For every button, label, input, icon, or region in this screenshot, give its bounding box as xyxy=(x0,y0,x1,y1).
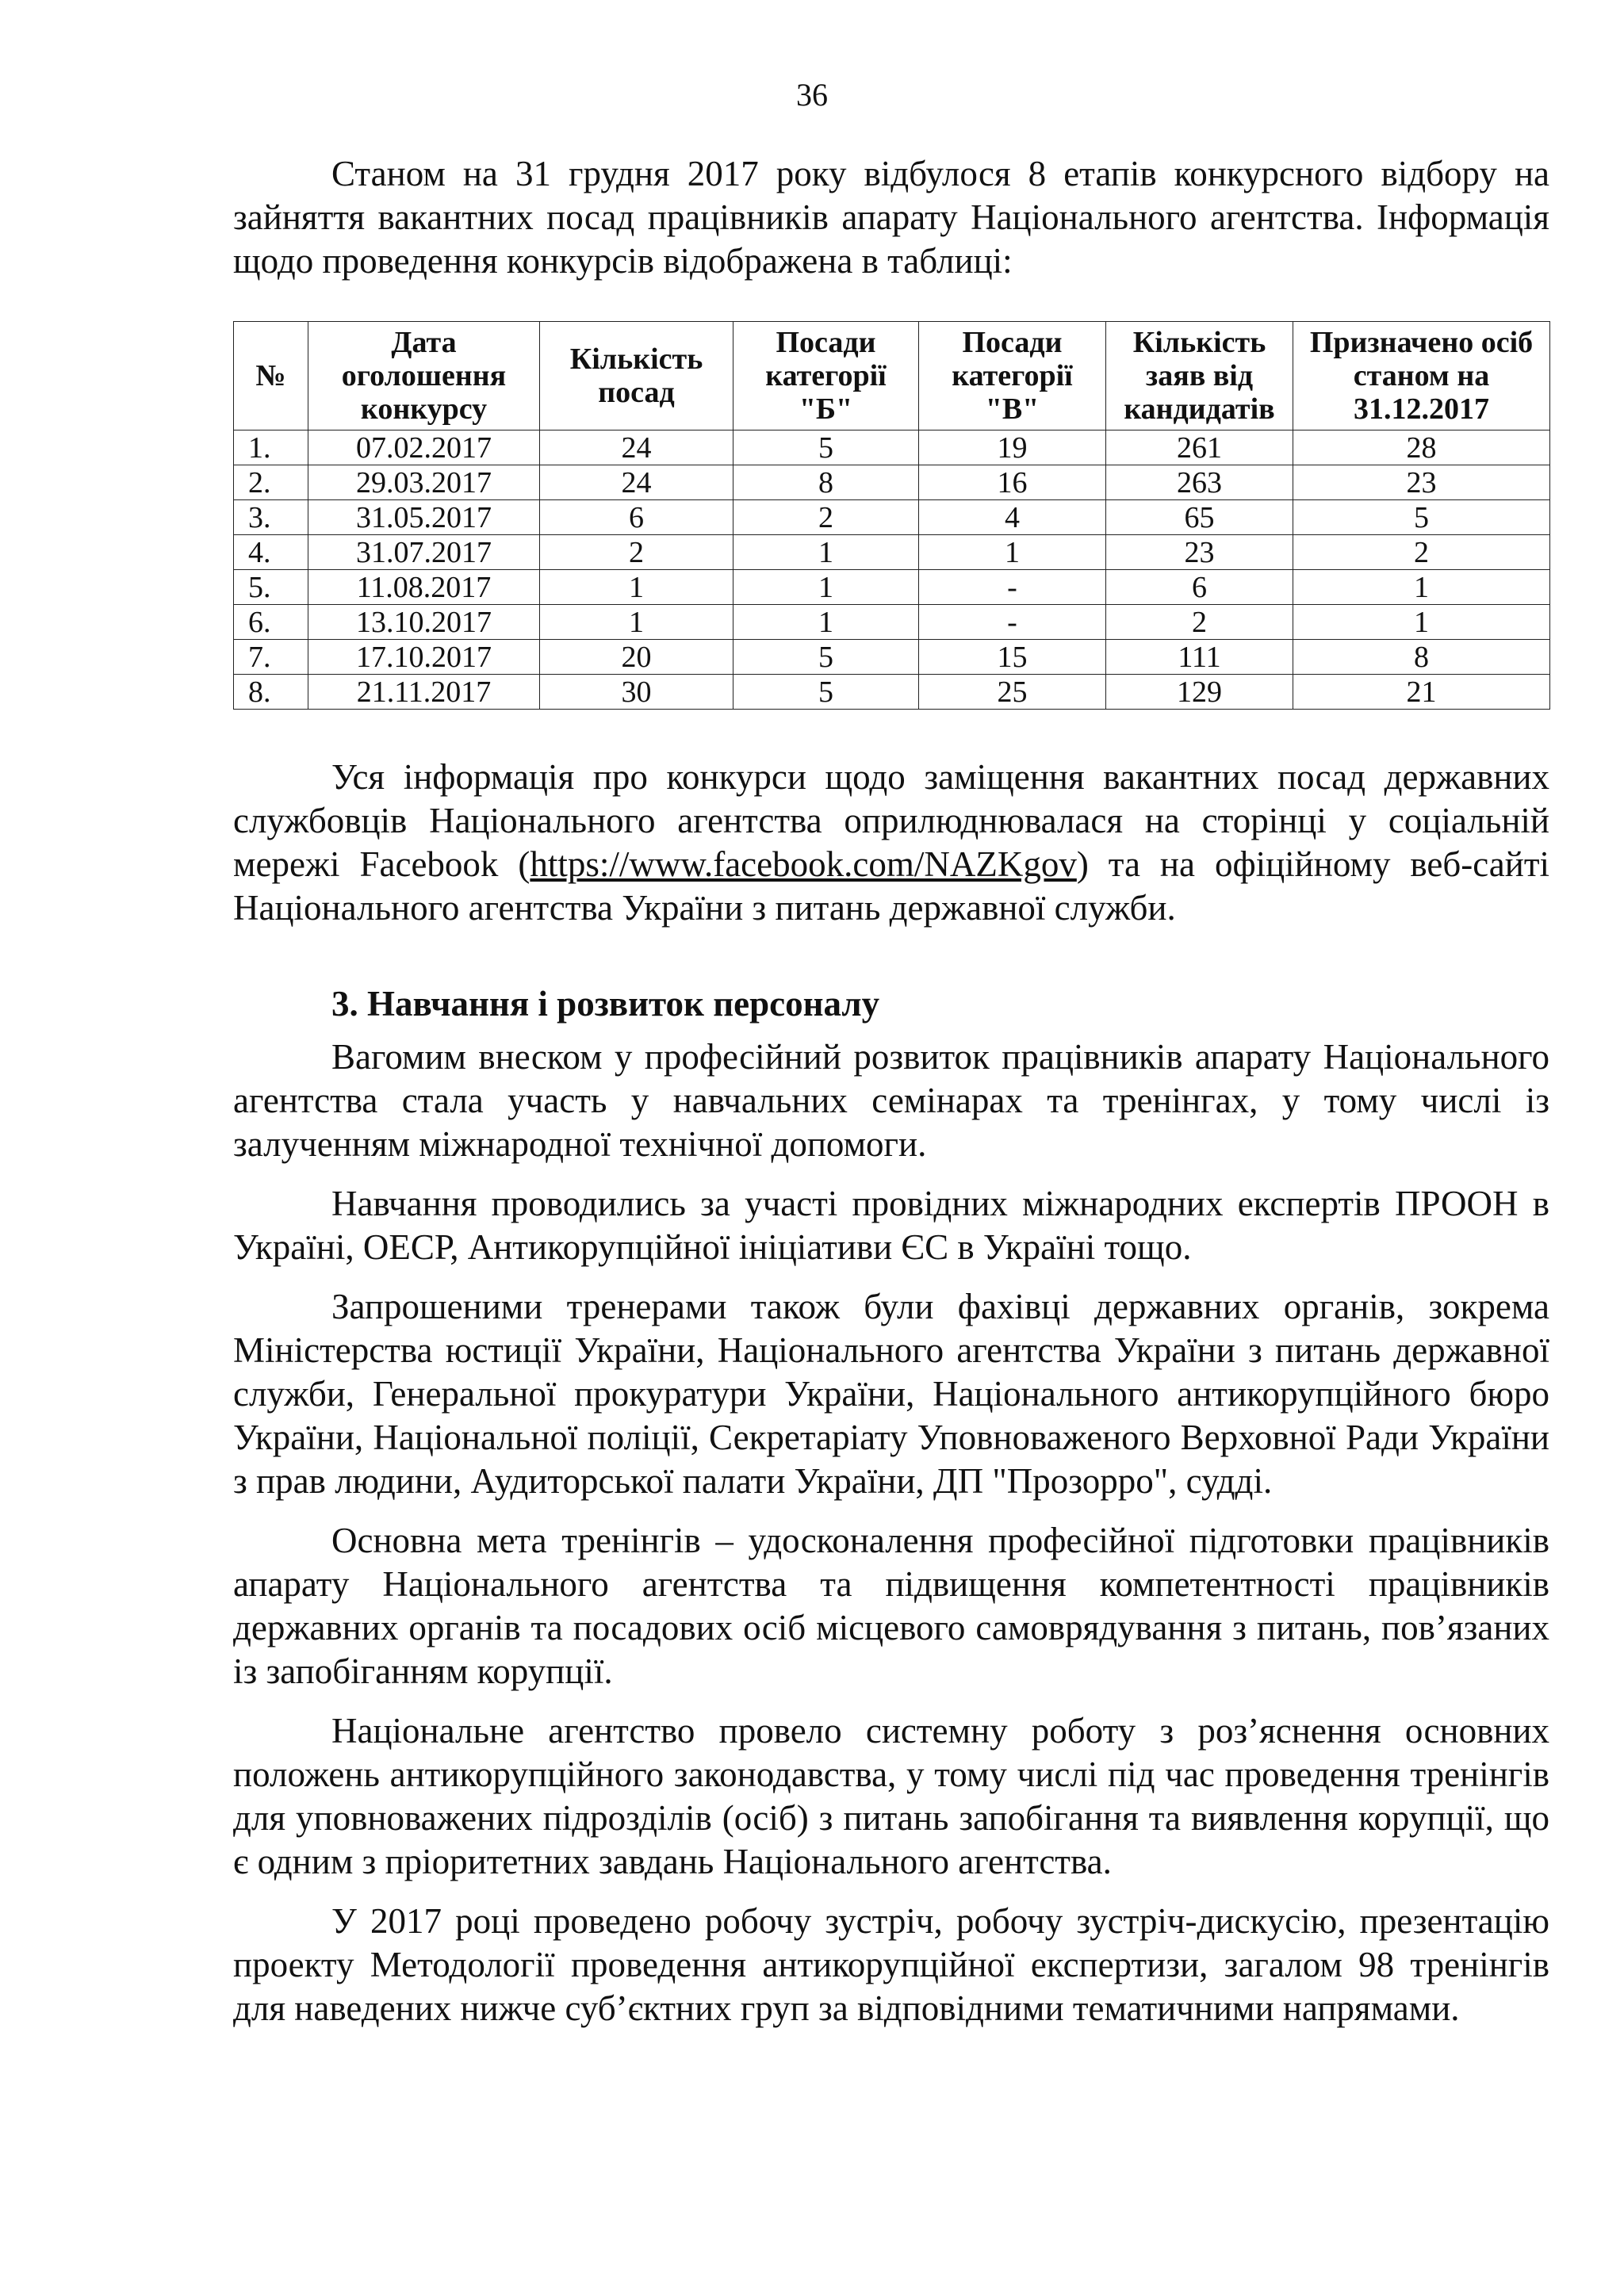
table-cell: 1 xyxy=(1293,605,1550,640)
facebook-link[interactable]: https://www.facebook.com/NAZKgov xyxy=(530,844,1077,884)
table-cell: 2. xyxy=(234,465,308,500)
section-paragraph: Вагомим внеском у професійний розвиток працівників апарату Національного агентства стала участь у навчальних семінарах та тренінгах, у тому числі із залученням міжнародної технічної допомоги. xyxy=(233,1037,1549,1164)
table-cell: 24 xyxy=(540,430,733,465)
header-category-v: Посади категорії "В" xyxy=(919,322,1106,430)
table-cell: 2 xyxy=(1106,605,1293,640)
table-cell: 4 xyxy=(919,500,1106,535)
table-cell: 31.05.2017 xyxy=(308,500,540,535)
competitions-table xyxy=(233,321,1550,710)
table-cell: 17.10.2017 xyxy=(308,640,540,675)
table-cell: 07.02.2017 xyxy=(308,430,540,465)
section-paragraph: У 2017 році проведено робочу зустріч, робочу зустріч-дискусію, презентацію проекту Методології проведення антикорупційної експертизи, загалом 98 тренінгів для наведених нижче суб’єктних груп за відповідними тематичними напрямами. xyxy=(233,1901,1549,2028)
table-row xyxy=(234,605,1550,640)
section-paragraph: Навчання проводились за участі провідних міжнародних експертів ПРООН в Україні, ОЕСР, Антикорупційної ініціативи ЄС в Україні тощо. xyxy=(233,1184,1549,1267)
table-cell: 19 xyxy=(919,430,1106,465)
table-cell: 5 xyxy=(733,675,919,710)
page-number: 36 xyxy=(796,77,828,113)
table-body xyxy=(234,430,1550,710)
table-cell: - xyxy=(919,605,1106,640)
table-cell: 263 xyxy=(1106,465,1293,500)
table-cell: 25 xyxy=(919,675,1106,710)
table-cell: 1 xyxy=(733,605,919,640)
table-cell: 1 xyxy=(919,535,1106,570)
table-cell: 31.07.2017 xyxy=(308,535,540,570)
document-body xyxy=(233,152,1549,2030)
table-cell: 111 xyxy=(1106,640,1293,675)
table-cell: 3. xyxy=(234,500,308,535)
table-cell: 30 xyxy=(540,675,733,710)
table-cell: 24 xyxy=(540,465,733,500)
table-cell: 5 xyxy=(733,640,919,675)
section-paragraph: Основна мета тренінгів – удосконалення професійної підготовки працівників апарату Національного агентства та підвищення компетентності працівників державних органів та посадових осіб місцевого самоврядування з питань, пов’язаних із запобіганням корупції. xyxy=(233,1521,1549,1691)
section-heading: 3. Навчання і розвиток персоналу xyxy=(331,984,880,1024)
table-row xyxy=(234,675,1550,710)
table-cell: 4. xyxy=(234,535,308,570)
table-cell: 1 xyxy=(540,605,733,640)
header-number: № xyxy=(234,322,308,430)
table-cell: 129 xyxy=(1106,675,1293,710)
table-row xyxy=(234,465,1550,500)
table-cell: 21.11.2017 xyxy=(308,675,540,710)
table-cell: 2 xyxy=(1293,535,1550,570)
table-cell: 8. xyxy=(234,675,308,710)
table-row xyxy=(234,430,1550,465)
table-cell: 8 xyxy=(733,465,919,500)
table-cell: 65 xyxy=(1106,500,1293,535)
table-cell: 6. xyxy=(234,605,308,640)
table-cell: 23 xyxy=(1106,535,1293,570)
table-cell: 20 xyxy=(540,640,733,675)
table-cell: 1 xyxy=(733,570,919,605)
table-row xyxy=(234,500,1550,535)
table-cell: - xyxy=(919,570,1106,605)
table-cell: 1 xyxy=(540,570,733,605)
table-cell: 261 xyxy=(1106,430,1293,465)
table-row xyxy=(234,640,1550,675)
table-cell: 1 xyxy=(1293,570,1550,605)
table-cell: 5. xyxy=(234,570,308,605)
table-cell: 2 xyxy=(540,535,733,570)
section-paragraph: Запрошеними тренерами також були фахівці державних органів, зокрема Міністерства юстиції України, Національного агентства України з питань державної служби, Генеральної прокуратури України, Національного антикорупційного бюро України, Національної поліції, Секретаріату Уповноваженого Верховної Ради України з прав людини, Аудиторської палати України, ДП "Прозорро", судді. xyxy=(233,1287,1549,1501)
header-appointed: Призначено осіб станом на 31.12.2017 xyxy=(1293,322,1550,430)
table-cell: 8 xyxy=(1293,640,1550,675)
facebook-text-after: ) та на офіційному веб-сайті Національного агентства України з питань державної служби. xyxy=(233,844,1550,928)
table-header-row xyxy=(234,322,1550,430)
facebook-text-before: Уся інформація про конкурси щодо заміщення вакантних посад державних службовців Національного агентства оприлюднювалася на сторінці у соціальній мережі Facebook ( xyxy=(233,757,1549,884)
table-cell: 6 xyxy=(540,500,733,535)
table-cell: 23 xyxy=(1293,465,1550,500)
facebook-info-paragraph xyxy=(233,756,1549,930)
table-cell: 13.10.2017 xyxy=(308,605,540,640)
section-paragraph: Національне агентство провело системну роботу з роз’яснення основних положень антикорупційного законодавства, у тому числі під час проведення тренінгів для уповноважених підрозділів (осіб) з питань запобігання та виявлення корупції, що є одним з пріоритетних завдань Національного агентства. xyxy=(233,1711,1549,1881)
header-announcement-date: Дата оголошення конкурсу xyxy=(308,322,540,430)
table-row xyxy=(234,570,1550,605)
table-cell: 11.08.2017 xyxy=(308,570,540,605)
table-cell: 29.03.2017 xyxy=(308,465,540,500)
table-row xyxy=(234,535,1550,570)
table-cell: 5 xyxy=(1293,500,1550,535)
table-cell: 15 xyxy=(919,640,1106,675)
table-cell: 1 xyxy=(733,535,919,570)
table-cell: 1. xyxy=(234,430,308,465)
table-cell: 2 xyxy=(733,500,919,535)
table-cell: 6 xyxy=(1106,570,1293,605)
header-category-b: Посади категорії "Б" xyxy=(733,322,919,430)
table-cell: 28 xyxy=(1293,430,1550,465)
table-cell: 21 xyxy=(1293,675,1550,710)
table-cell: 5 xyxy=(733,430,919,465)
intro-paragraph: Станом на 31 грудня 2017 року відбулося 8 етапів конкурсного відбору на зайняття вакантних посад працівників апарату Національного агентства. Інформація щодо проведення конкурсів відображена в таблиці: xyxy=(233,154,1549,281)
header-applications-count: Кількість заяв від кандидатів xyxy=(1106,322,1293,430)
table-cell: 7. xyxy=(234,640,308,675)
table-cell: 16 xyxy=(919,465,1106,500)
header-positions-count: Кількість посад xyxy=(540,322,733,430)
